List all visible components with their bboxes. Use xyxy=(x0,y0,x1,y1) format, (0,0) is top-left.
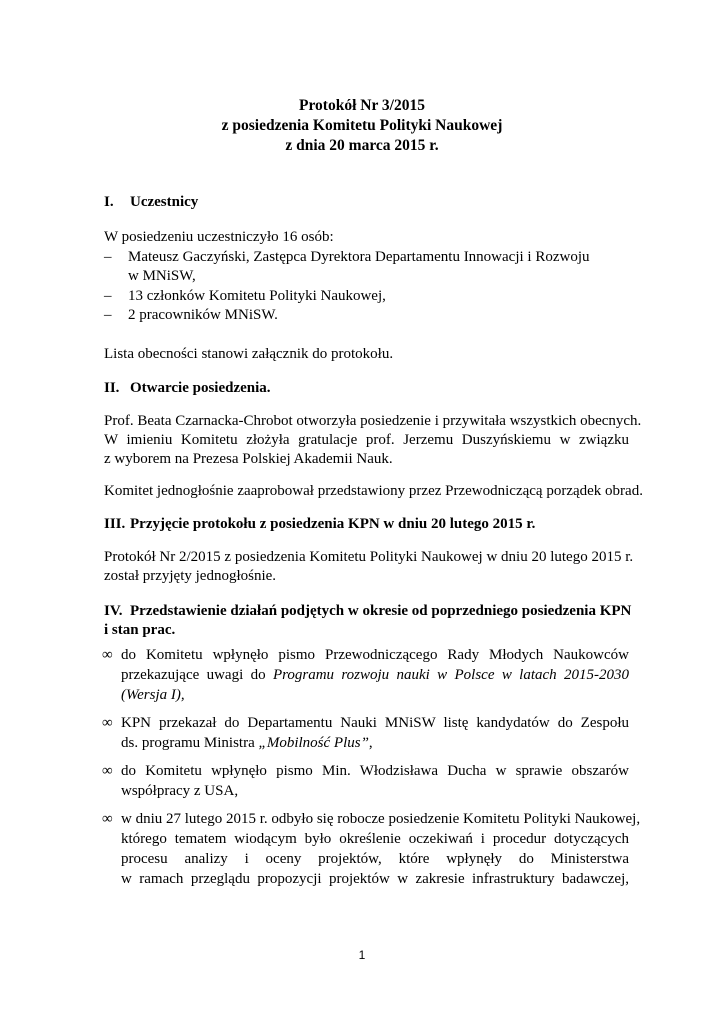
section-3-heading xyxy=(104,516,535,533)
infinity-bullet-icon: ∞ xyxy=(102,715,113,731)
bullet-italic-text: „Mobilność Plus” xyxy=(258,735,369,751)
paragraph-line: Protokół Nr 2/2015 z posiedzenia Komitetu Polityki Naukowej w dniu 20 lutego 2015 r. xyxy=(104,549,634,565)
infinity-bullet-icon: ∞ xyxy=(102,647,113,663)
section-2-title: Otwarcie posiedzenia. xyxy=(130,380,271,396)
dash-marker: – xyxy=(104,249,112,265)
paragraph-line: z wyborem na Prezesa Polskiej Akademii Nauk. xyxy=(104,451,393,467)
dash-marker: – xyxy=(104,288,112,304)
list-item-text: 13 członków Komitetu Polityki Naukowej, xyxy=(128,288,386,304)
agenda-approval-text: Komitet jednogłośnie zaaprobował przedstawiony przez Przewodniczącą porządek obrad. xyxy=(104,483,643,499)
bullet-line: w ramach przeglądu propozycji projektów w zakresie infrastruktury badawczej, xyxy=(121,871,629,887)
section-4-heading xyxy=(104,603,631,620)
page-number: 1 xyxy=(358,948,366,962)
bullet-line xyxy=(121,667,629,684)
dash-marker: – xyxy=(104,307,112,323)
list-item xyxy=(104,307,278,324)
bullet-italic-text: Programu rozwoju nauki w Polsce w latach 2015-2030 xyxy=(272,667,629,683)
section-1-title: Uczestnicy xyxy=(130,194,199,210)
bullet-line: KPN przekazał do Departamentu Nauki MNiSW listę kandydatów do Zespołu xyxy=(121,715,629,731)
bullet-text: ds. programu Ministra xyxy=(121,735,259,751)
section-4-number: IV. xyxy=(104,603,123,619)
list-item-continuation: w MNiSW, xyxy=(128,268,196,284)
bullet-line: w dniu 27 lutego 2015 r. odbyło się robocze posiedzenie Komitetu Polityki Naukowej, xyxy=(121,811,641,827)
bullet-text: przekazujące uwagi do xyxy=(121,667,273,683)
section-3-number: III. xyxy=(104,516,126,532)
title-line-1: Protokół Nr 3/2015 xyxy=(298,97,425,114)
section-3-title: Przyjęcie protokołu z posiedzenia KPN w dniu 20 lutego 2015 r. xyxy=(130,516,536,532)
list-item xyxy=(104,249,590,266)
infinity-bullet-icon: ∞ xyxy=(102,763,113,779)
section-1-intro: W posiedzeniu uczestniczyło 16 osób: xyxy=(104,229,334,245)
bullet-line: współpracy z USA, xyxy=(121,783,239,799)
section-2-heading xyxy=(104,380,271,397)
title-line-2: z posiedzenia Komitetu Polityki Naukowej xyxy=(221,117,503,134)
section-4-heading-continuation: i stan prac. xyxy=(104,622,176,638)
paragraph-line: W imieniu Komitetu złożyła gratulacje prof. Jerzemu Duszyńskiemu w związku xyxy=(104,432,629,448)
title-line-3: z dnia 20 marca 2015 r. xyxy=(285,137,439,154)
bullet-italic-text: (Wersja I), xyxy=(121,687,185,703)
paragraph-line: Prof. Beata Czarnacka-Chrobot otworzyła posiedzenie i przywitała wszystkich obecnych. xyxy=(104,413,642,429)
paragraph-line: został przyjęty jednogłośnie. xyxy=(104,568,277,584)
section-1-heading xyxy=(104,194,198,211)
section-1-number: I. xyxy=(104,194,114,210)
bullet-line: procesu analizy i oceny projektów, które wpłynęły do Ministerstwa xyxy=(121,851,629,867)
bullet-line: do Komitetu wpłynęło pismo Min. Włodzisława Ducha w sprawie obszarów xyxy=(121,763,629,779)
bullet-line xyxy=(121,735,629,752)
bullet-line xyxy=(121,687,629,704)
bullet-line: którego tematem wiodącym było określenie oczekiwań i procedur dotyczących xyxy=(121,831,629,847)
bullet-text: , xyxy=(368,735,373,751)
document-title xyxy=(0,96,724,156)
list-item-text: Mateusz Gaczyński, Zastępca Dyrektora Departamentu Innowacji i Rozwoju xyxy=(128,249,590,265)
section-4-title: Przedstawienie działań podjętych w okresie od poprzedniego posiedzenia KPN xyxy=(130,603,632,619)
list-item xyxy=(104,288,386,305)
attendance-note: Lista obecności stanowi załącznik do protokołu. xyxy=(104,346,394,362)
list-item-text: 2 pracowników MNiSW. xyxy=(128,307,278,323)
infinity-bullet-icon: ∞ xyxy=(102,811,113,827)
section-2-number: II. xyxy=(104,380,120,396)
bullet-line: do Komitetu wpłynęło pismo Przewodniczącego Rady Młodych Naukowców xyxy=(121,647,629,663)
